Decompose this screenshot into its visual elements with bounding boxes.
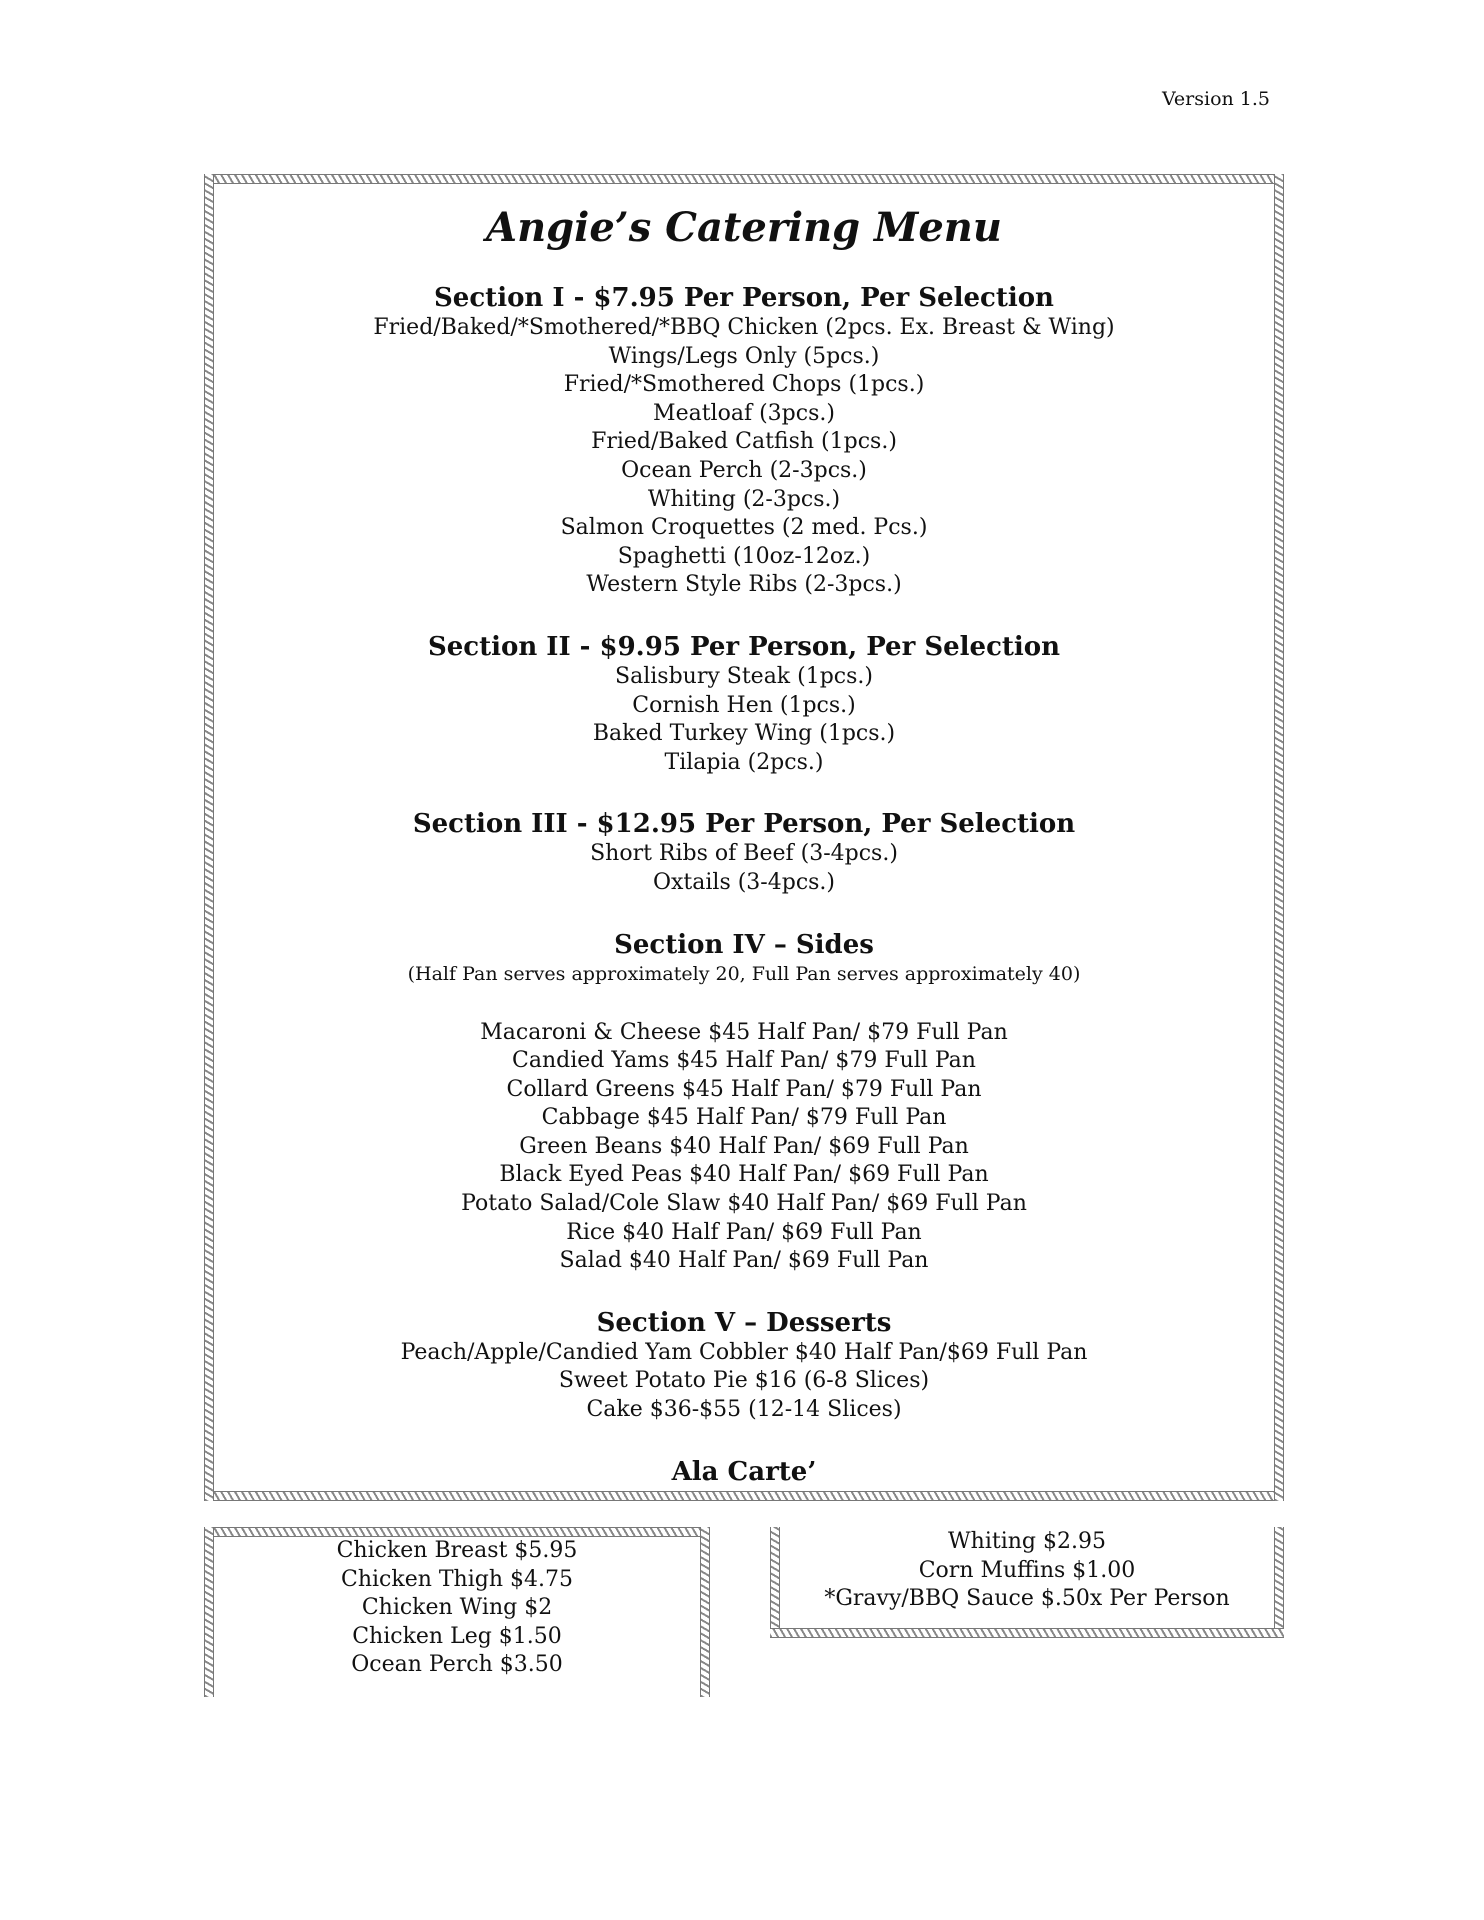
menu-item: Short Ribs of Beef (3-4pcs.) — [590, 841, 898, 867]
menu-item: Fried/*Smothered Chops (1pcs.) — [563, 372, 925, 398]
menu-item: Peach/Apple/Candied Yam Cobbler $40 Half Pan/$69 Full Pan — [400, 1339, 1088, 1365]
menu-item: Western Style Ribs (2-3pcs.) — [586, 572, 902, 598]
ala-carte-heading: Ala Carte’ — [671, 1456, 817, 1487]
ala-carte-item: Chicken Leg $1.50 — [352, 1623, 562, 1649]
version-label: Version 1.5 — [1161, 88, 1270, 110]
section-5 — [214, 1307, 1274, 1425]
ala-carte-item: *Gravy/BBQ Sauce $.50x Per Person — [824, 1586, 1230, 1612]
menu-item: Ocean Perch (2-3pcs.) — [621, 457, 867, 483]
menu-item: Green Beans $40 Half Pan/ $69 Full Pan — [519, 1133, 969, 1159]
section-heading: Section V – Desserts — [596, 1307, 892, 1338]
ala-carte-item: Chicken Breast $5.95 — [336, 1538, 578, 1563]
menu-item: Collard Greens $45 Half Pan/ $79 Full Pan — [506, 1076, 982, 1102]
menu-item: Rice $40 Half Pan/ $69 Full Pan — [566, 1219, 922, 1245]
right-box-border-left — [770, 1527, 780, 1637]
left-box-border-left — [204, 1527, 214, 1697]
menu-item: Wings/Legs Only (5pcs.) — [608, 343, 880, 369]
left-box-border-right — [700, 1527, 710, 1697]
menu-item: Salisbury Steak (1pcs.) — [615, 663, 873, 689]
main-border-right — [1274, 174, 1284, 1501]
main-border-left — [204, 174, 214, 1501]
menu-item: Fried/Baked/*Smothered/*BBQ Chicken (2pcs. Ex. Breast & Wing) — [373, 315, 1115, 340]
section-2 — [214, 631, 1274, 777]
menu-item: Macaroni & Cheese $45 Half Pan/ $79 Full Pan — [480, 1019, 1008, 1045]
ala-carte-item: Corn Muffins $1.00 — [918, 1557, 1136, 1583]
menu-item: Oxtails (3-4pcs.) — [652, 869, 836, 895]
section-heading: Section IV – Sides — [614, 929, 874, 960]
section-4 — [214, 929, 1274, 1276]
section-note: (Half Pan serves approximately 20, Full Pan serves approximately 40) — [407, 962, 1081, 985]
section-1 — [214, 282, 1274, 600]
menu-item: Baked Turkey Wing (1pcs.) — [592, 721, 896, 747]
menu-item: Fried/Baked Catfish (1pcs.) — [591, 429, 897, 455]
menu-item: Sweet Potato Pie $16 (6-8 Slices) — [558, 1368, 930, 1394]
left-box-border-top — [204, 1527, 710, 1537]
menu-item: Black Eyed Peas $40 Half Pan/ $69 Full Pan — [499, 1162, 989, 1188]
menu-content — [214, 184, 1274, 1491]
section-heading: Section II - $9.95 Per Person, Per Selection — [427, 631, 1061, 662]
menu-item: Potato Salad/Cole Slaw $40 Half Pan/ $69 Full Pan — [461, 1191, 1027, 1217]
menu-item: Tilapia (2pcs.) — [664, 749, 824, 775]
ala-carte-right-box — [780, 1528, 1274, 1628]
section-3 — [214, 808, 1274, 897]
menu-item: Meatloaf (3pcs.) — [653, 400, 835, 426]
ala-carte-left-box — [214, 1537, 700, 1687]
section-heading: Section I - $7.95 Per Person, Per Selection — [434, 283, 1054, 313]
menu-item: Candied Yams $45 Half Pan/ $79 Full Pan — [512, 1048, 976, 1074]
menu-item: Cabbage $45 Half Pan/ $79 Full Pan — [541, 1105, 947, 1131]
main-border-bottom — [204, 1491, 1284, 1501]
ala-carte-item: Ocean Perch $3.50 — [351, 1652, 563, 1678]
menu-item: Cornish Hen (1pcs.) — [632, 692, 856, 718]
ala-carte-item: Chicken Wing $2 — [361, 1595, 553, 1621]
menu-title: Angie’s Catering Menu — [486, 204, 1002, 251]
ala-carte-item: Chicken Thigh $4.75 — [341, 1566, 573, 1592]
menu-item: Salad $40 Half Pan/ $69 Full Pan — [559, 1248, 929, 1274]
menu-item: Salmon Croquettes (2 med. Pcs.) — [560, 515, 928, 541]
menu-item: Spaghetti (10oz-12oz.) — [617, 543, 871, 569]
right-box-border-bottom — [770, 1628, 1284, 1638]
main-border-top — [204, 174, 1284, 184]
menu-item: Cake $36-$55 (12-14 Slices) — [586, 1397, 902, 1423]
right-box-border-right — [1274, 1527, 1284, 1637]
menu-item: Whiting (2-3pcs.) — [647, 486, 841, 512]
ala-carte-item: Whiting $2.95 — [948, 1529, 1106, 1554]
section-heading: Section III - $12.95 Per Person, Per Selection — [412, 809, 1076, 840]
